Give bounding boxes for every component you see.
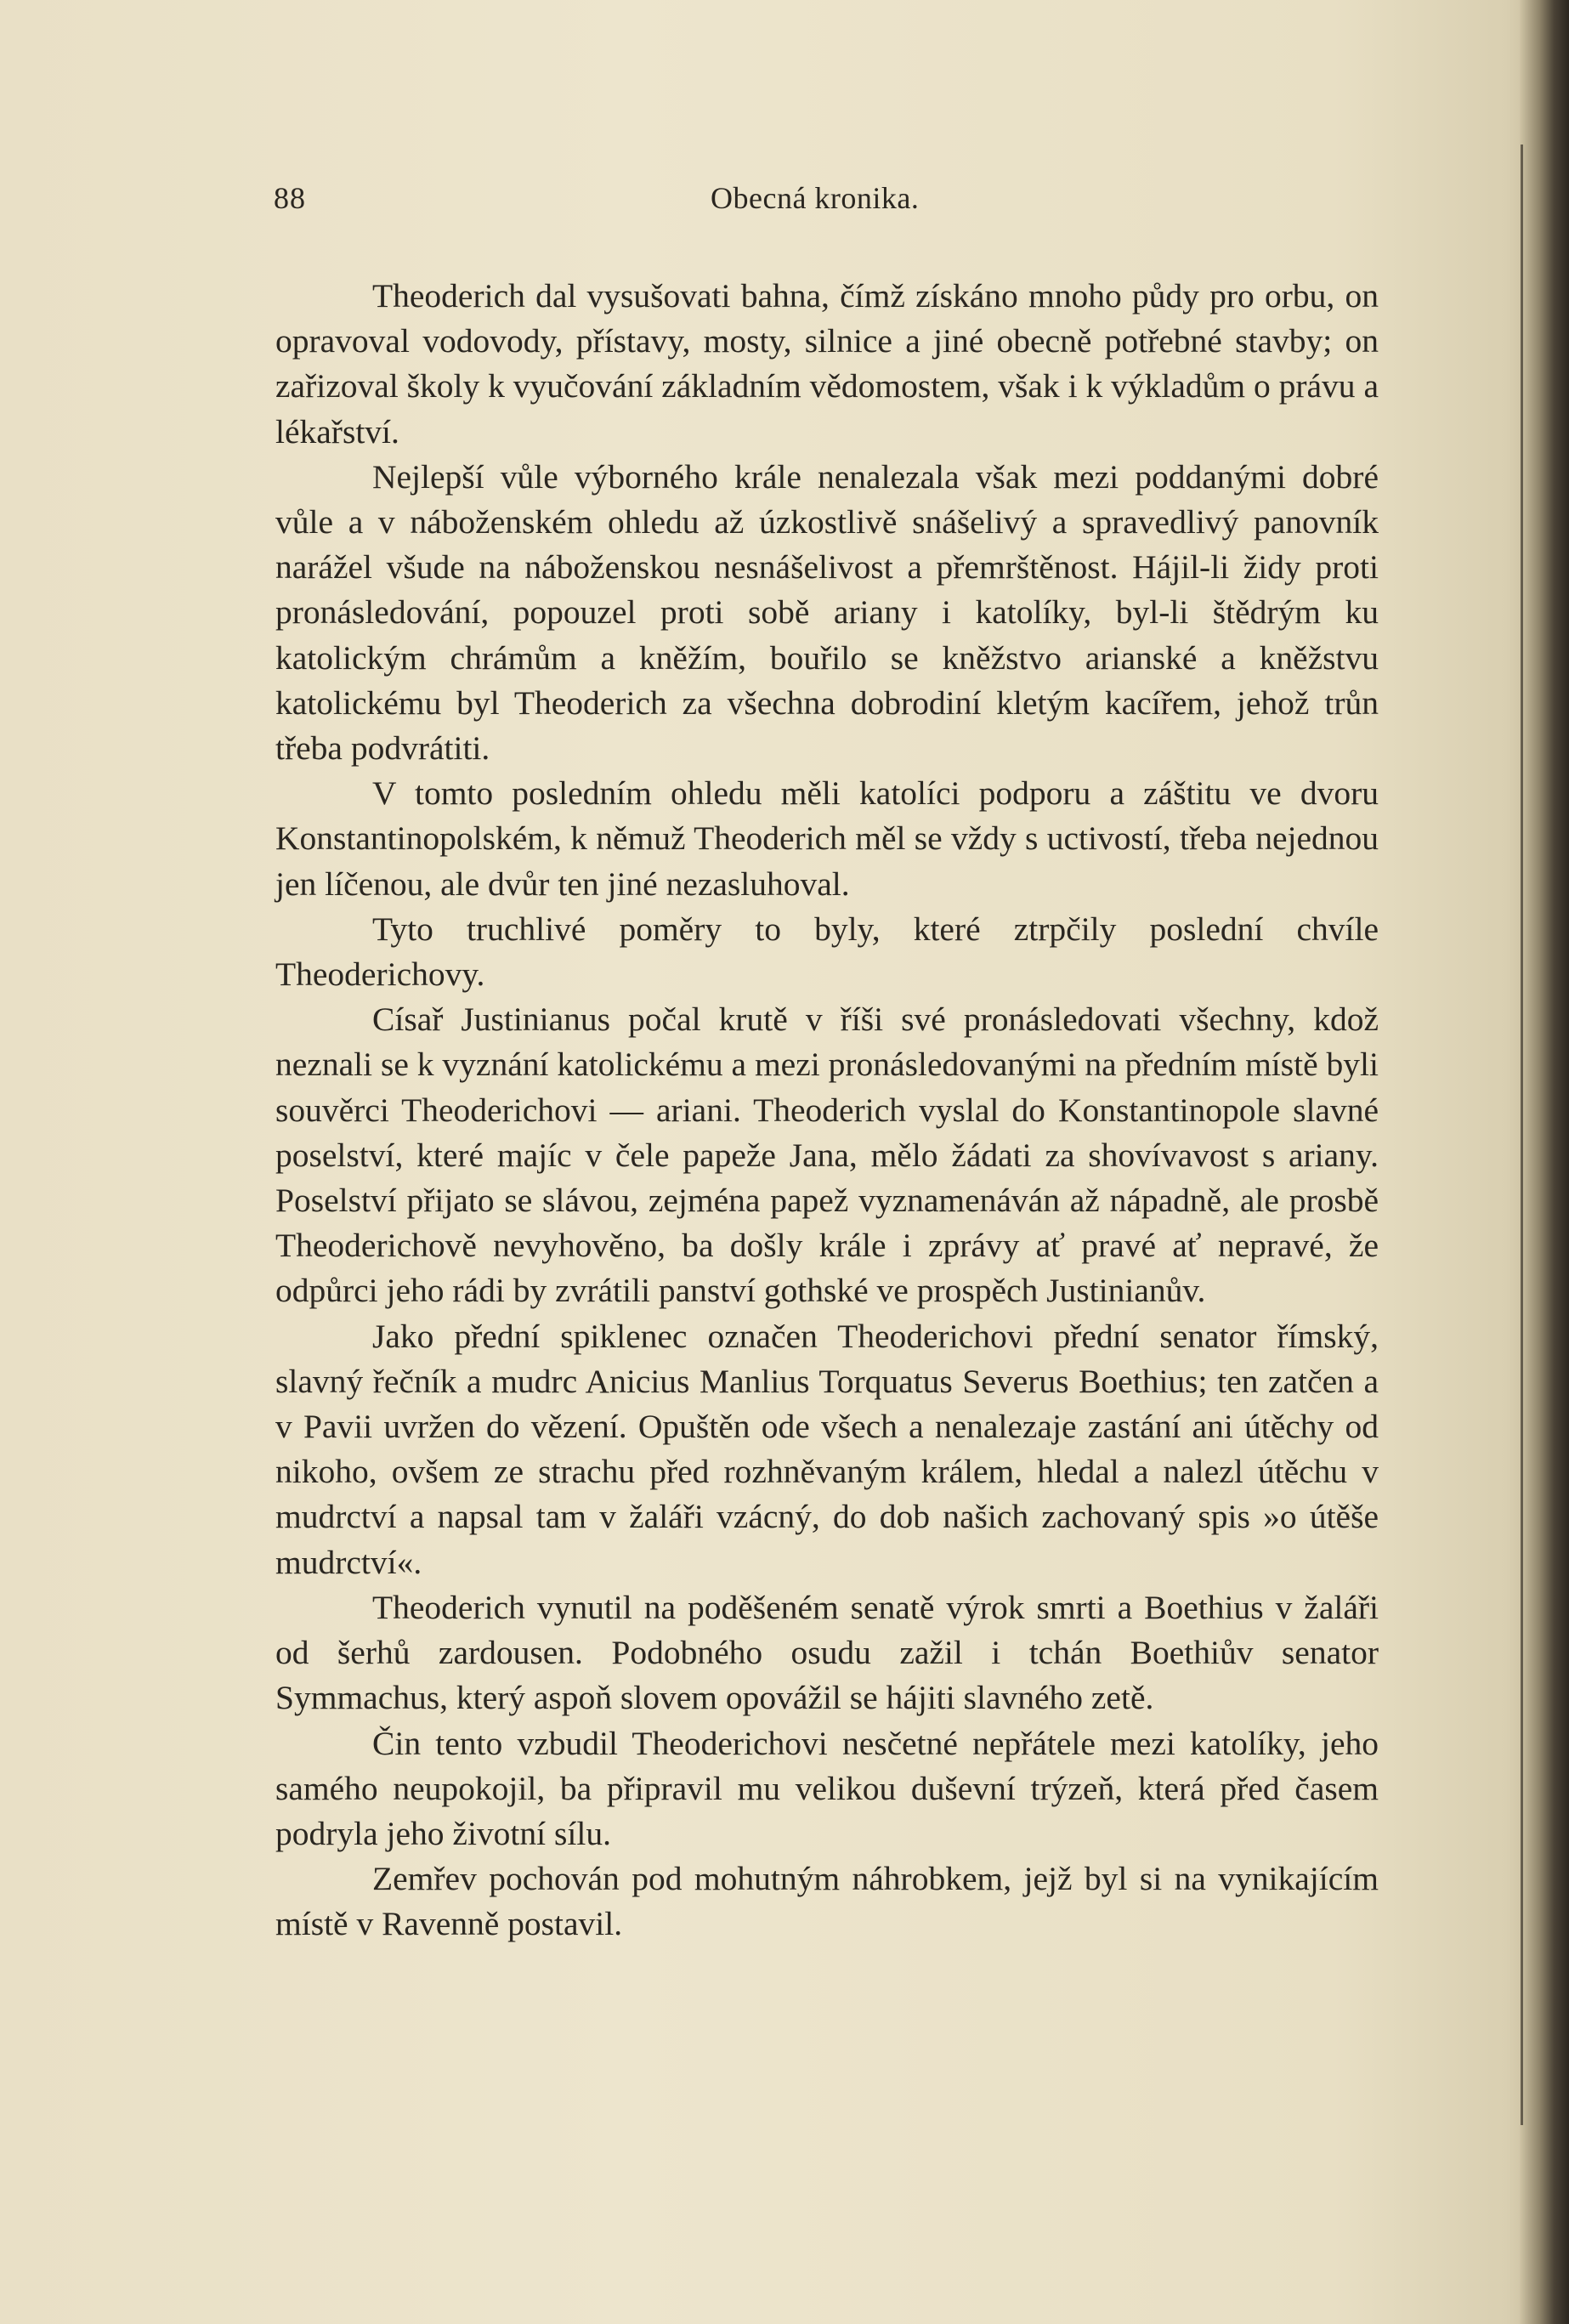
paragraph: Císař Justinianus počal krutě v říši své pronásledovati všechny, kdož neznali se k vyznání katolickému a mezi pronásledovanými na předním místě byli souvěrci Theoderichovi — ariani. Theoderich vyslal do Konstantinopole slavné poselství, které majíc v čele papeže Jana, mělo žádati za shovívavost s ariany. Poselství přijato se slávou, zejména papež vyznamenáván až nápadně, ale prosbě Theoderichově nevyhověno, ba došly krále i zprávy ať pravé ať nepravé, že odpůrci jeho rádi by zvrátili panství gothské ve prospěch Justinianův. bbox=[275, 1000, 1379, 1310]
page-number: 88 bbox=[274, 181, 306, 215]
paragraph: Theoderich vynutil na poděšeném senatě výrok smrti a Boethius v žaláři od šerhů zardousen. Podobného osudu zažil i tchán Boethiův senator Symmachus, který aspoň slovem opovážil se hájiti slavného zetě. bbox=[275, 1588, 1379, 1717]
paragraph: Jako přední spiklenec označen Theoderichovi přední senator římský, slavný řečník a mudrc Anicius Manlius Torquatus Severus Boethius; ten zatčen a v Pavii uvržen do vězení. Opuštěn ode všech a nenalezaje zastání ani útěchy od nikoho, ovšem ze strachu před rozhněvaným králem, hledal a nalezl útěchu v mudrctví a napsal tam v žaláři vzácný, do dob našich zachovaný spis »o útěše mudrctví«. bbox=[275, 1317, 1379, 1581]
paragraph: Tyto truchlivé poměry to byly, které ztrpčily poslední chvíle Theoderichovy. bbox=[275, 910, 1379, 994]
binding-edge-line bbox=[1521, 145, 1523, 2125]
paragraph: Čin tento vzbudil Theoderichovi nesčetné nepřátele mezi katolíky, jeho samého neupokojil, ba připravil mu velikou duševní trýzeň, která před časem podryla jeho životní sílu. bbox=[275, 1724, 1379, 1852]
paragraph: V tomto posledním ohledu měli katolíci podporu a záštitu ve dvoru Konstantinopolském, k němuž Theoderich měl se vždy s uctivostí, třeba nejednou jen líčenou, ale dvůr ten jiné nezasluhoval. bbox=[275, 774, 1379, 903]
paragraph: Theoderich dal vysušovati bahna, čímž získáno mnoho půdy pro orbu, on opravoval vodovody, přístavy, mosty, silnice a jiné obecně potřebné stavby; on zařizoval školy k vyučování základním vědomostem, však i k výkladům o právu a lékařství. bbox=[275, 277, 1379, 451]
paragraph: Zemřev pochován pod mohutným náhrobkem, jejž byl si na vynikajícím místě v Ravenně postavil. bbox=[275, 1860, 1379, 1943]
page-header bbox=[274, 180, 1379, 223]
book-spine-shadow bbox=[1520, 0, 1569, 2324]
paragraph: Nejlepší vůle výborného krále nenalezala však mezi poddanými dobré vůle a v náboženském ohledu až úzkostlivě snášelivý a spravedlivý panovník narážel všude na náboženskou nesnášelivost a přemrštěnost. Hájil-li židy proti pronásledování, popouzel proti sobě ariany i katolíky, byl-li štědrým ku katolickým chrámům a kněžím, bouřilo se kněžstvo arianské a kněžstvu katolickému byl Theoderich za všechna dobrodiní kletým kacířem, jehož trůn třeba podvrátiti. bbox=[275, 457, 1379, 768]
body-text bbox=[275, 274, 1379, 1947]
running-title: Obecná kronika. bbox=[711, 181, 920, 215]
